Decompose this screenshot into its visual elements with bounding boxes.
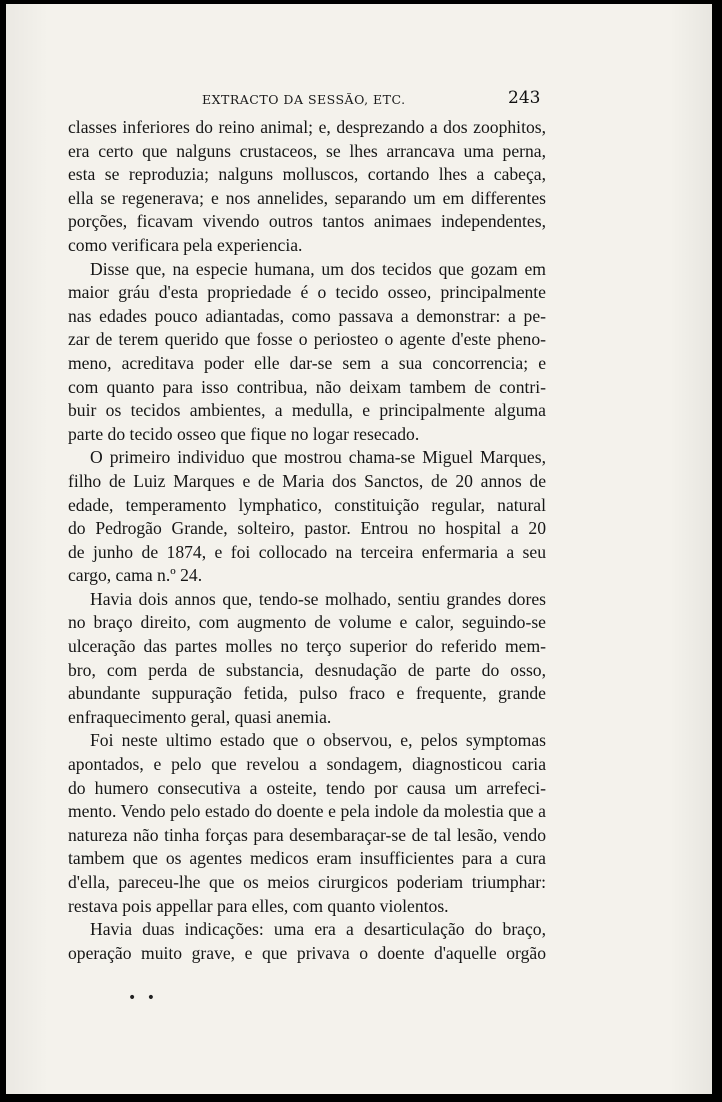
text-line: de junho de 1874, e foi collocado na terceira enfermaria a seu: [68, 541, 546, 562]
text-line: d'ella, pareceu-lhe que os meios cirurgicos poderiam triumphar:: [68, 872, 546, 892]
text-line: abundante suppuração fetida, pulso fraco e frequente, grande: [68, 683, 546, 704]
text-line: filho de Luiz Marques e de Maria dos Sanctos, de 20 annos de: [68, 470, 546, 491]
text-line: bro, com perda de substancia, desnudação de parte do osso,: [68, 659, 546, 680]
text-line: parte do tecido osseo que fique no logar resecado.: [68, 423, 420, 444]
text-line: cargo, cama n.º 24.: [68, 565, 203, 586]
text-line: ulceração das partes molles no terço superior do referido mem-: [68, 636, 546, 657]
text-line: enfraquecimento geral, quasi anemia.: [68, 706, 332, 727]
signature-mark: • •: [128, 990, 158, 1006]
text-line: porções, ficavam vivendo outros tantos animaes independentes,: [68, 211, 546, 232]
page-number: 243: [508, 88, 541, 108]
text-line: do Pedrogão Grande, solteiro, pastor. Entrou no hospital a 20: [68, 518, 546, 539]
text-line: era certo que nalguns crustaceos, se lhes arrancava uma perna,: [68, 140, 546, 161]
text-line: ella se regenerava; e nos annelides, separando um em differentes: [68, 187, 546, 208]
text-line: maior gráu d'esta propriedade é o tecido osseo, principalmente: [68, 282, 546, 303]
text-line: Disse que, na especie humana, um dos tecidos que gozam em: [90, 258, 546, 279]
text-line: Havia duas indicações: uma era a desarticulação do braço,: [90, 919, 546, 940]
text-line: meno, acreditava poder elle dar-se sem a sua concorrencia; e: [68, 352, 546, 373]
text-line: operação muito grave, e que privava o doente d'aquelle orgão: [68, 942, 546, 963]
text-line: restava pois appellar para elles, com quanto violentos.: [68, 895, 449, 916]
text-line: O primeiro individuo que mostrou chama-se Miguel Marques,: [90, 447, 546, 468]
text-line: edade, temperamento lymphatico, constituição regular, natural: [68, 494, 546, 515]
text-line: mento. Vendo pelo estado do doente e pela indole da molestia que a: [68, 801, 546, 822]
text-line: Havia dois annos que, tendo-se molhado, sentiu grandes dores: [90, 588, 546, 609]
text-line: no braço direito, com augmento de volume e calor, seguindo-se: [68, 612, 546, 633]
running-head: EXTRACTO DA SESSÃO, ETC.: [202, 92, 406, 107]
text-line: do humero consecutiva a osteite, tendo por causa um arrefeci-: [68, 777, 546, 798]
text-line: esta se reproduzia; nalguns molluscos, cortando lhes a cabeça,: [68, 164, 546, 185]
scanned-page: [6, 4, 712, 1094]
text-line: Foi neste ultimo estado que o observou, e, pelos symptomas: [90, 730, 546, 751]
text-line: com quanto para isso contribua, não deixam tambem de contri-: [68, 376, 546, 397]
text-line: classes inferiores do reino animal; e, desprezando a dos zoophitos,: [68, 117, 546, 137]
text-line: natureza não tinha forças para desembaraçar-se de tal lesão, vendo: [68, 824, 546, 845]
text-line: zar de terem querido que fosse o periosteo o agente d'este pheno-: [68, 329, 546, 350]
body-text: [68, 116, 546, 965]
text-line: apontados, e pelo que revelou a sondagem, diagnosticou caria: [68, 754, 546, 775]
text-line: buir os tecidos ambientes, a medulla, e principalmente alguma: [68, 400, 546, 421]
text-line: como verificara pela experiencia.: [68, 234, 303, 255]
text-line: tambem que os agentes medicos eram insufficientes para a cura: [68, 848, 546, 869]
text-line: nas edades pouco adiantadas, como passava a demonstrar: a pe-: [68, 305, 546, 326]
